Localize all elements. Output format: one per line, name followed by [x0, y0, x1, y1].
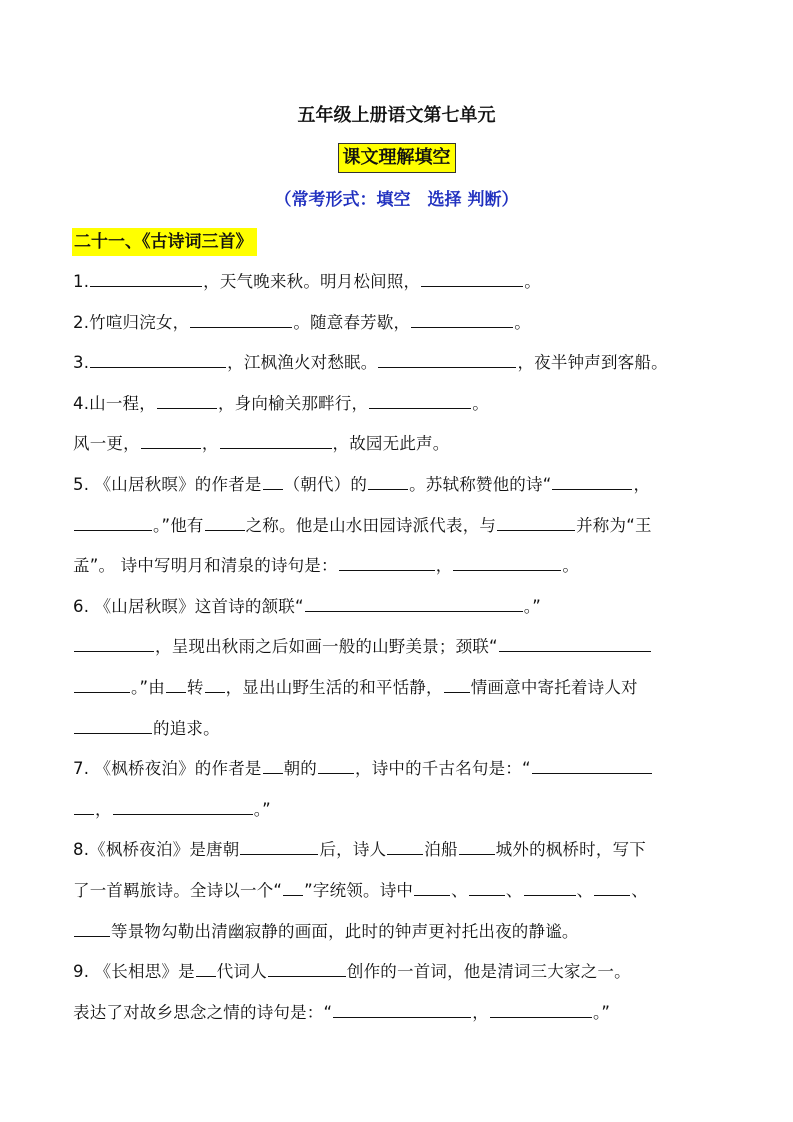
answer-blank[interactable]: [444, 678, 470, 693]
question-text: ，显出山野生活的和平恬静，: [225, 677, 443, 697]
question-text: 。”: [253, 799, 271, 819]
question-text: 8.《枫桥夜泊》是唐朝: [73, 840, 240, 860]
question-6-line-3: [73, 668, 723, 709]
question-text: 、: [505, 880, 523, 900]
question-text: ，故园无此声。: [332, 434, 450, 454]
question-text: 1.: [73, 272, 90, 291]
question-text: 表达了对故乡思念之情的诗句是：“: [73, 1002, 333, 1022]
answer-blank[interactable]: [532, 759, 652, 774]
question-text: 代词人: [216, 962, 267, 982]
answer-blank[interactable]: [141, 434, 201, 449]
question-text: ，: [435, 556, 453, 576]
question-text: 泊船: [424, 840, 458, 860]
question-5-line-3: [73, 546, 723, 587]
answer-blank[interactable]: [220, 434, 332, 449]
question-text: ”字统领。诗中: [304, 880, 414, 900]
question-text: 。”他有: [153, 515, 204, 535]
answer-blank[interactable]: [421, 272, 523, 287]
answer-blank[interactable]: [414, 881, 450, 896]
question-text: 9. 《长相思》是: [73, 962, 195, 982]
question-text: 之称。他是山水田园诗派代表，与: [245, 515, 497, 535]
answer-blank[interactable]: [166, 678, 186, 693]
answer-blank[interactable]: [283, 881, 303, 896]
answer-blank[interactable]: [378, 353, 516, 368]
question-text: 5. 《山居秋暝》的作者是: [73, 474, 262, 494]
answer-blank[interactable]: [196, 962, 216, 977]
answer-blank[interactable]: [90, 272, 202, 287]
question-text: 2.竹喧归浣女，: [73, 312, 190, 332]
question-text: 。: [562, 556, 580, 576]
question-5-line-2: [73, 506, 723, 547]
answer-blank[interactable]: [240, 840, 318, 855]
question-8-line-2: [73, 871, 723, 912]
question-text: 、: [451, 880, 468, 900]
question-text: 朝的: [283, 759, 317, 779]
question-text: 转: [186, 677, 204, 697]
section-heading: 二十一、《古诗词三首》: [72, 228, 257, 256]
question-text: 。: [524, 272, 541, 291]
question-5-line-1: [73, 465, 723, 506]
answer-blank[interactable]: [387, 840, 423, 855]
question-text: 创作的一首词，他是清词三大家之一。: [346, 962, 631, 982]
question-text: 3.: [73, 353, 90, 373]
question-text: （朝代）的: [283, 474, 368, 494]
question-text: 。”由: [131, 677, 165, 697]
question-text: 城外的枫桥时，写下: [495, 840, 646, 860]
question-6-line-4: [73, 709, 723, 750]
question-3: [73, 343, 723, 384]
question-text: 。”: [523, 596, 541, 616]
subtitle-container: [0, 143, 793, 173]
section-heading-container: [72, 228, 257, 256]
question-text: 孟”。 诗中写明月和清泉的诗句是：: [73, 556, 338, 576]
question-text: 4.山一程，: [73, 393, 156, 413]
answer-blank[interactable]: [499, 637, 651, 652]
question-2: [73, 303, 723, 344]
answer-blank[interactable]: [157, 394, 217, 409]
question-text: 、: [631, 880, 648, 900]
question-8-line-1: [73, 830, 723, 871]
answer-blank[interactable]: [369, 394, 471, 409]
questions: [73, 262, 723, 1033]
question-8-line-3: [73, 912, 723, 953]
question-text: ，: [472, 1002, 489, 1022]
question-6-line-1: [73, 587, 723, 628]
question-text: ，江枫渔火对愁眠。: [227, 353, 378, 373]
question-7-line-2: [73, 790, 723, 831]
question-4: [73, 384, 723, 425]
answer-blank[interactable]: [368, 475, 408, 490]
question-text: 等景物勾勒出清幽寂静的画面，此时的钟声更衬托出夜的静谧。: [111, 921, 579, 941]
question-text: 了一首羁旅诗。全诗以一个“: [73, 880, 283, 900]
page-subtitle: 课文理解填空: [338, 143, 456, 173]
question-text: 。: [472, 393, 489, 413]
answer-blank[interactable]: [469, 881, 505, 896]
answer-blank[interactable]: [74, 800, 94, 815]
answer-blank[interactable]: [411, 313, 513, 328]
exam-forms-note: （常考形式：填空 选择 判断）: [274, 190, 519, 210]
question-text: 6. 《山居秋暝》这首诗的颔联“: [73, 596, 304, 616]
question-text: ，: [201, 434, 219, 454]
answer-blank[interactable]: [524, 881, 576, 896]
question-text: ，: [633, 474, 651, 494]
answer-blank[interactable]: [74, 637, 154, 652]
answer-blank[interactable]: [74, 719, 152, 734]
question-7-line-1: [73, 749, 723, 790]
answer-blank[interactable]: [497, 516, 575, 531]
question-text: ，夜半钟声到客船。: [517, 353, 668, 373]
answer-blank[interactable]: [333, 1003, 471, 1018]
question-1: [73, 262, 723, 303]
question-text: ，诗中的千古名句是：“: [355, 759, 531, 779]
question-text: 情画意中寄托着诗人对: [470, 677, 638, 697]
answer-blank[interactable]: [490, 1003, 592, 1018]
question-text: 。苏轼称赞他的诗“: [409, 474, 552, 494]
question-text: 风一更，: [73, 434, 140, 454]
question-9-line-2: [73, 993, 723, 1034]
question-text: 的追求。: [153, 718, 220, 738]
question-text: 、: [576, 880, 594, 900]
answer-blank[interactable]: [113, 800, 253, 815]
answer-blank[interactable]: [552, 475, 632, 490]
answer-blank[interactable]: [74, 516, 152, 531]
question-text: 后，诗人: [319, 840, 387, 860]
answer-blank[interactable]: [305, 597, 523, 612]
answer-blank[interactable]: [594, 881, 630, 896]
question-text: 。”: [592, 1002, 611, 1022]
question-text: 7. 《枫桥夜泊》的作者是: [73, 759, 262, 779]
question-text: ，: [95, 799, 112, 819]
answer-blank[interactable]: [263, 759, 283, 774]
answer-blank[interactable]: [459, 840, 495, 855]
answer-blank[interactable]: [74, 922, 110, 937]
answer-blank[interactable]: [205, 516, 245, 531]
question-6-line-2: [73, 627, 723, 668]
answer-blank[interactable]: [205, 678, 225, 693]
question-9-line-1: [73, 952, 723, 993]
answer-blank[interactable]: [263, 475, 283, 490]
answer-blank[interactable]: [74, 678, 130, 693]
answer-blank[interactable]: [268, 962, 346, 977]
question-text: 。随意春芳歇，: [293, 312, 411, 332]
answer-blank[interactable]: [339, 556, 435, 571]
question-text: 。: [514, 312, 531, 332]
question-text: ，身向榆关那畔行，: [217, 393, 369, 413]
answer-blank[interactable]: [90, 353, 226, 368]
question-text: ，呈现出秋雨之后如画一般的山野美景；颈联“: [155, 637, 498, 657]
question-text: 并称为“王: [576, 515, 652, 535]
question-text: ，天气晚来秋。明月松间照，: [203, 272, 421, 291]
page-title: 五年级上册语文第七单元: [297, 105, 496, 126]
answer-blank[interactable]: [453, 556, 561, 571]
answer-blank[interactable]: [190, 313, 292, 328]
question-4-continued: [73, 424, 723, 465]
answer-blank[interactable]: [318, 759, 354, 774]
